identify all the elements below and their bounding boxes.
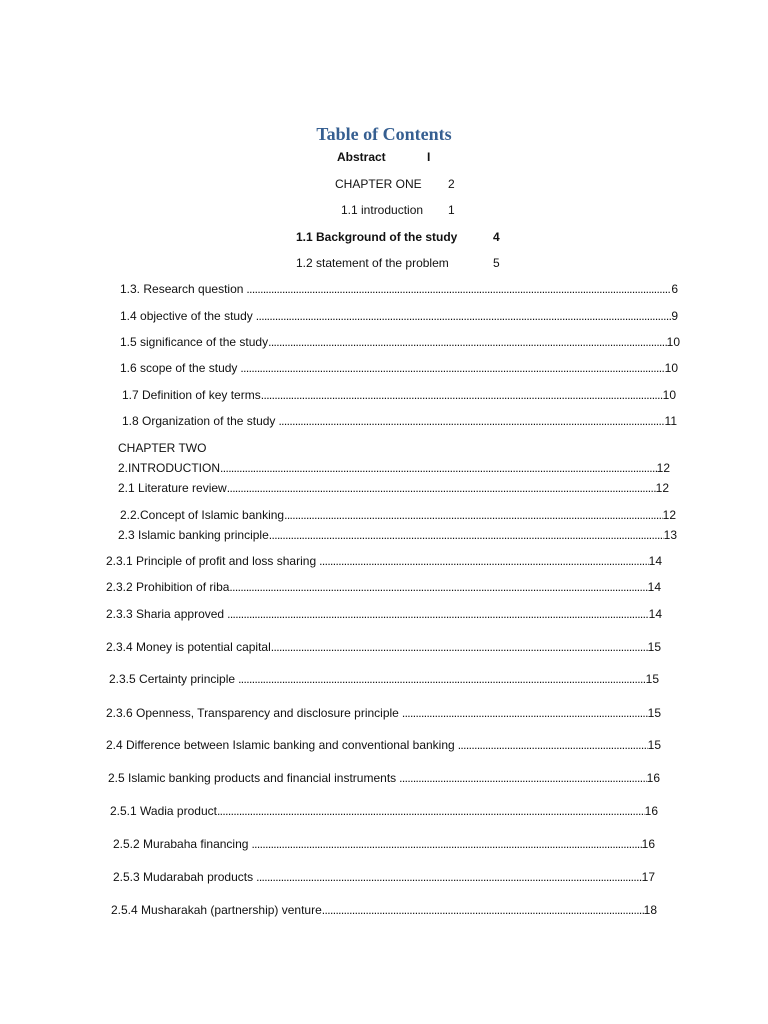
toc-front-statement-page: 5 bbox=[493, 256, 500, 270]
toc-entry-murabaha-financing[interactable] bbox=[113, 836, 655, 852]
chapter-two-heading: CHAPTER TWO bbox=[118, 441, 207, 455]
toc-entry-label: 1.4 objective of the study bbox=[120, 309, 253, 323]
dot-leader bbox=[227, 606, 649, 622]
dot-leader bbox=[256, 869, 642, 885]
toc-entry-label: 1.6 scope of the study bbox=[120, 361, 238, 375]
toc-entry-label: 1.3. Research question bbox=[120, 282, 244, 296]
toc-front-background-label: 1.1 Background of the study bbox=[296, 230, 458, 244]
toc-front-abstract-label: Abstract bbox=[337, 150, 386, 164]
toc-entry-label: 1.7 Definition of key terms bbox=[122, 388, 261, 402]
toc-entry-definition-of-key-terms[interactable] bbox=[122, 387, 676, 403]
toc-entry-difference-islamic-conventional[interactable] bbox=[106, 737, 661, 753]
dot-leader bbox=[220, 460, 657, 476]
toc-entry-label: 2.3 Islamic banking principle bbox=[118, 528, 269, 542]
dot-leader bbox=[319, 553, 649, 569]
toc-entry-concept-of-islamic-banking[interactable] bbox=[120, 507, 676, 523]
toc-entry-label: 2.3.5 Certainty principle bbox=[109, 672, 236, 686]
toc-entry-research-question[interactable] bbox=[120, 281, 678, 297]
dot-leader bbox=[229, 579, 647, 595]
toc-entry-page-number: 14 bbox=[648, 607, 662, 621]
toc-entry-page-number: 12 bbox=[656, 461, 670, 475]
toc-entry-significance[interactable] bbox=[120, 334, 680, 350]
dot-leader bbox=[240, 360, 664, 376]
toc-entry-page-number: 14 bbox=[647, 580, 661, 594]
dot-leader bbox=[284, 507, 663, 523]
toc-entry-introduction[interactable] bbox=[118, 460, 670, 476]
toc-front-statement-label: 1.2 statement of the problem bbox=[296, 256, 449, 270]
toc-entry-page-number: 16 bbox=[646, 771, 660, 785]
toc-entry-label: 2.5.2 Murabaha financing bbox=[113, 837, 249, 851]
toc-entry-products-and-instruments[interactable] bbox=[108, 770, 660, 786]
toc-entry-profit-and-loss-sharing[interactable] bbox=[106, 553, 662, 569]
toc-entry-label: 2.INTRODUCTION bbox=[118, 461, 220, 475]
toc-entry-label: 2.3.3 Sharia approved bbox=[106, 607, 225, 621]
toc-entry-page-number: 6 bbox=[671, 282, 678, 296]
toc-entry-page-number: 10 bbox=[662, 388, 676, 402]
toc-entry-page-number: 15 bbox=[647, 706, 661, 720]
toc-entry-sharia-approved[interactable] bbox=[106, 606, 662, 622]
page-title: Table of Contents bbox=[316, 124, 452, 144]
toc-entry-page-number: 13 bbox=[663, 528, 677, 542]
dot-leader bbox=[271, 639, 648, 655]
toc-entry-page-number: 11 bbox=[664, 414, 677, 428]
toc-entry-page-number: 16 bbox=[641, 837, 655, 851]
toc-front-introduction-page: 1 bbox=[448, 203, 455, 217]
toc-entry-page-number: 12 bbox=[655, 481, 669, 495]
toc-entry-page-number: 12 bbox=[662, 508, 676, 522]
toc-entry-label: 2.2.Concept of Islamic banking bbox=[120, 508, 285, 522]
toc-entry-page-number: 10 bbox=[666, 335, 680, 349]
toc-entry-musharakah-venture[interactable] bbox=[111, 902, 657, 918]
toc-entry-literature-review[interactable] bbox=[118, 480, 669, 496]
toc-entry-label: 2.3.2 Prohibition of riba bbox=[106, 580, 230, 594]
dot-leader bbox=[238, 671, 646, 687]
toc-entry-label: 2.5.3 Mudarabah products bbox=[113, 870, 254, 884]
toc-entry-page-number: 17 bbox=[641, 870, 655, 884]
toc-entry-page-number: 14 bbox=[648, 554, 662, 568]
toc-entry-label: 2.1 Literature review bbox=[118, 481, 227, 495]
dot-leader bbox=[458, 737, 648, 753]
toc-front-chapter-one-page: 2 bbox=[448, 177, 455, 191]
toc-entry-page-number: 9 bbox=[671, 309, 678, 323]
toc-entry-label: 2.5.4 Musharakah (partnership) venture bbox=[111, 903, 322, 917]
toc-entry-page-number: 16 bbox=[644, 804, 658, 818]
dot-leader bbox=[268, 334, 667, 350]
toc-entry-page-number: 15 bbox=[645, 672, 659, 686]
toc-entry-money-is-potential-capital[interactable] bbox=[106, 639, 661, 655]
toc-entry-prohibition-of-riba[interactable] bbox=[106, 579, 661, 595]
toc-front-introduction-label: 1.1 introduction bbox=[341, 203, 424, 217]
toc-front-background-page: 4 bbox=[493, 230, 500, 244]
dot-leader bbox=[217, 803, 645, 819]
toc-entry-mudarabah-products[interactable] bbox=[113, 869, 655, 885]
dot-leader bbox=[322, 902, 644, 918]
toc-entry-label: 2.5.1 Wadia product bbox=[110, 804, 217, 818]
toc-entry-organization[interactable] bbox=[122, 413, 677, 429]
dot-leader bbox=[261, 387, 663, 403]
dot-leader bbox=[246, 281, 671, 297]
toc-entry-certainty-principle[interactable] bbox=[109, 671, 659, 687]
toc-entry-scope[interactable] bbox=[120, 360, 678, 376]
dot-leader bbox=[256, 308, 672, 324]
dot-leader bbox=[399, 770, 646, 786]
toc-entry-objective[interactable] bbox=[120, 308, 678, 324]
toc-entry-openness-transparency[interactable] bbox=[106, 705, 661, 721]
toc-entry-page-number: 18 bbox=[643, 903, 657, 917]
toc-entry-wadia-product[interactable] bbox=[110, 803, 658, 819]
toc-entry-label: 2.3.4 Money is potential capital bbox=[106, 640, 271, 654]
toc-entry-label: 2.5 Islamic banking products and financial instruments bbox=[108, 771, 397, 785]
toc-front-chapter-one-label: CHAPTER ONE bbox=[335, 177, 422, 191]
toc-front-abstract-page: I bbox=[427, 150, 431, 164]
dot-leader bbox=[251, 836, 641, 852]
toc-entry-label: 2.3.1 Principle of profit and loss sharing bbox=[106, 554, 317, 568]
toc-entry-page-number: 15 bbox=[647, 640, 661, 654]
toc-entry-label: 2.4 Difference between Islamic banking and conventional banking bbox=[106, 738, 455, 752]
toc-entry-page-number: 10 bbox=[664, 361, 678, 375]
toc-entry-label: 2.3.6 Openness, Transparency and disclosure principle bbox=[106, 706, 399, 720]
dot-leader bbox=[402, 705, 648, 721]
toc-entry-page-number: 15 bbox=[647, 738, 661, 752]
toc-entry-label: 1.8 Organization of the study bbox=[122, 414, 276, 428]
dot-leader bbox=[269, 527, 664, 543]
toc-entry-islamic-banking-principle[interactable] bbox=[118, 527, 677, 543]
toc-entry-label: 1.5 significance of the study bbox=[120, 335, 269, 349]
dot-leader bbox=[227, 480, 656, 496]
dot-leader bbox=[278, 413, 664, 429]
